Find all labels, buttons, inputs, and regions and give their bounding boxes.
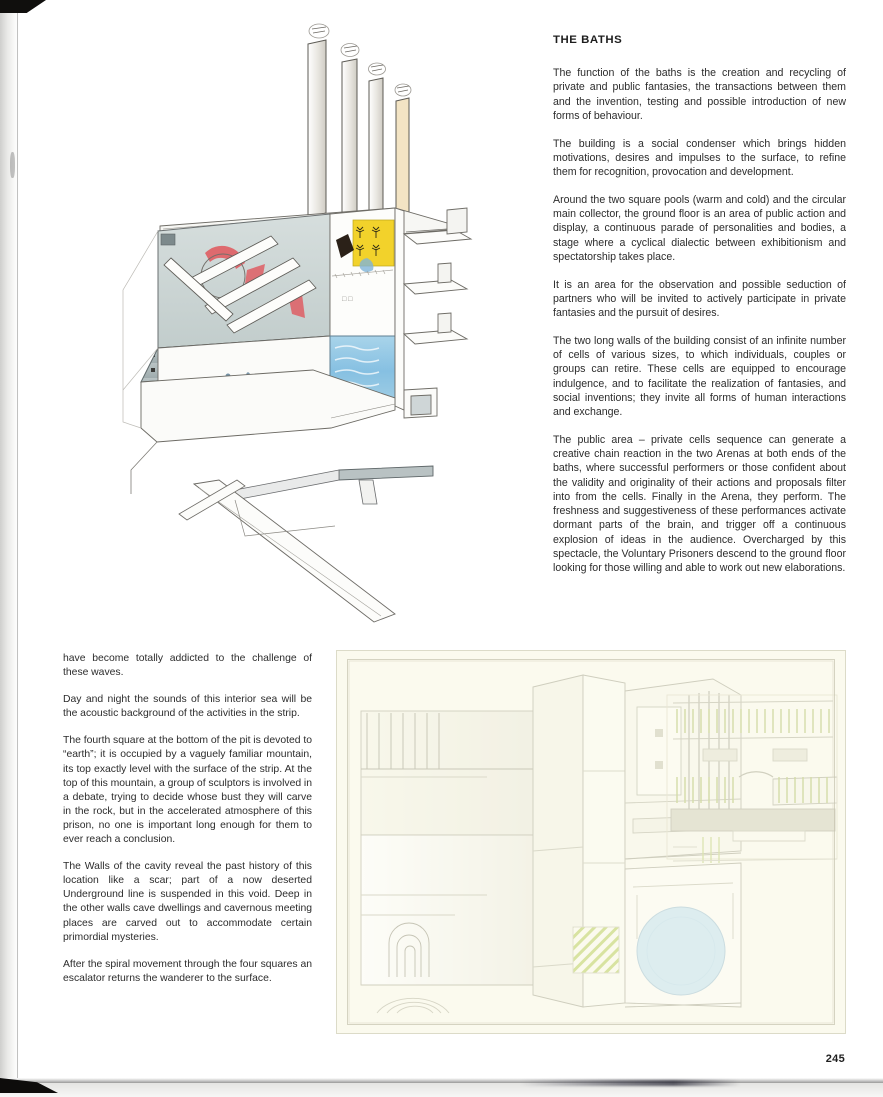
paragraph: Around the two square pools (warm and cold) and the circular main collector, the ground floor is an area of public action and display, a continuous parade of personalities and bodies, a stage where a cyclical dialectic between exhibitionism and spectatorship takes place. <box>553 193 846 263</box>
page-bottom-surface <box>0 1083 883 1097</box>
page-gutter-nick <box>10 152 15 178</box>
paragraph: It is an area for the observation and possible seduction of partners who will be invited to actively participate in private fantasies and the pursuit of desires. <box>553 278 846 319</box>
right-text-column <box>553 34 846 589</box>
paragraph: Day and night the sounds of this interior sea will be the acoustic background of the activities in the strip. <box>63 694 312 720</box>
paragraph: The Walls of the cavity reveal the past history of this location like a scar; part of a now deserted Underground line is suspended in this void. Deep in the other walls cave dwellings and cavernous meeting places are carved out to accommodate certain primordial mysteries. <box>63 861 312 943</box>
svg-text:□ □: □ □ <box>342 296 353 303</box>
chimney-1 <box>308 24 329 217</box>
chimney-2 <box>341 44 359 221</box>
figure-inner-frame <box>347 659 835 1025</box>
paragraph: have become totally addicted to the challenge of these waves. <box>63 653 312 679</box>
page-number: 245 <box>825 1053 845 1065</box>
chimney-4 <box>395 84 411 226</box>
right-wall-and-platforms <box>395 208 471 418</box>
paragraph: The public area – private cells sequence can generate a creative chain reaction in the two Arenas at both ends of the baths, where successful performers or those confident about the validity and originality of their actions and proposals filter into from the cells. Finally in the Arena, they perform. The freshness and suggestiveness of these performances activate dormant parts of the brain, and trigger off a continuous explosion of ideas in the audience. Overcharged by this spectacle, the Voluntary Prisoners descend to the ground floor looking for those willing and able to work out new elaborations. <box>553 433 846 574</box>
figure-axonometric-baths <box>95 18 515 628</box>
paragraph: The building is a social condenser which brings hidden motivations, desires and impulses to the surface, to refine them for recognition, provocation and development. <box>553 137 846 178</box>
chimney-3 <box>369 63 386 223</box>
platform-2 <box>404 263 467 294</box>
ramp-and-edge-beam <box>131 442 433 622</box>
figure-pencil-plan <box>336 650 846 1034</box>
paragraph: The fourth square at the bottom of the pit is devoted to “earth”; it is occupied by a vaguely familiar mountain, its top exactly level with the surface of the strip. At the top of this mountain, a group of sculptors is involved in a debate, trying to decide whose bust they will carve in the rock, but in the accelerated atmosphere of this prison, no one is important long enough for them to ever reach a conclusion. <box>63 735 312 846</box>
page-bottom-smudge <box>520 1080 740 1086</box>
page-gutter-line <box>17 0 18 1079</box>
paragraph: The function of the baths is the creation and recycling of private and public fantasies, the transactions between them and the invention, testing and possible introduction of new forms of behaviour. <box>553 67 846 122</box>
left-slab-with-red-bars <box>158 214 330 348</box>
right-upper-face <box>330 208 395 336</box>
left-text-column <box>63 652 312 999</box>
section-title: THE BATHS <box>553 34 623 46</box>
chimney-group <box>308 24 411 226</box>
paragraph: After the spiral movement through the four squares an escalator returns the wanderer to the surface. <box>63 958 312 984</box>
paragraph: The two long walls of the building consist of an infinite number of cells of various sizes, to which individuals, couples or groups can retire. These cells are equipped to encourage indulgence, and to facilitate the realization of fantasies, and social inventions; they invite all forms of human interactions and exchange. <box>553 334 846 418</box>
platform-3 <box>404 313 467 344</box>
